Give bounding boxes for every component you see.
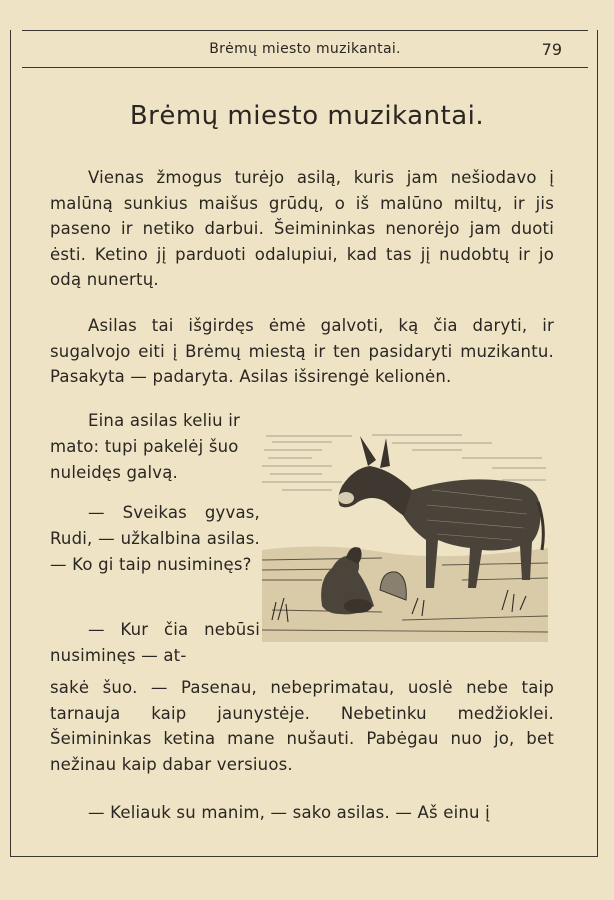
story-title: Brėmų miesto muzikantai. [129,101,485,131]
donkey-and-dog-engraving-icon [262,430,548,642]
page-number: 79 [541,40,562,59]
column-paragraph-1: Eina asilas keliu ir mato: tupi pakelėj šuo nuleidęs galvą. [50,411,241,482]
column-paragraph-3: — Kur čia nebūsi nusiminęs — at- [50,620,260,665]
paragraph-last-line: — Keliauk su manim, — sako asilas. — Aš einu į [88,803,490,822]
paragraph-continuation: sakė šuo. — Pasenau, nebeprimatau, uoslė nebe taip tarnauja kaip jaunystėje. Nebetinku medžioklei. Šeimininkas ketina mane nušauti. Pabėgau nuo jo, bet nežinau kaip dabar versiuos. [50,678,554,774]
paragraph-2: Asilas tai išgirdęs ėmė galvoti, ką čia daryti, ir sugalvojo eiti į Brėmų miestą ir ten pasidaryti muzikantu. Pasakyta — padaryta. Asilas išsirengė kelionėn. [50,316,554,386]
running-title: Brėmų miesto muzikantai. [209,41,401,57]
column-paragraph-2: — Sveikas gyvas, Rudi, — užkalbina asilas. — Ko gi taip nusiminęs? [50,503,260,574]
page-header [22,30,588,68]
paragraph-1: Vienas žmogus turėjo asilą, kuris jam nešiodavo į malūną sunkius maišus grūdų, o iš malūno miltų, ir jis paseno ir netiko darbui. Šeimininkas nenorėjo jam duoti ėsti. Ketino jį parduoti odalupiui, kad tas jį nudobtų ir jo odą nunertų. [50,168,554,289]
